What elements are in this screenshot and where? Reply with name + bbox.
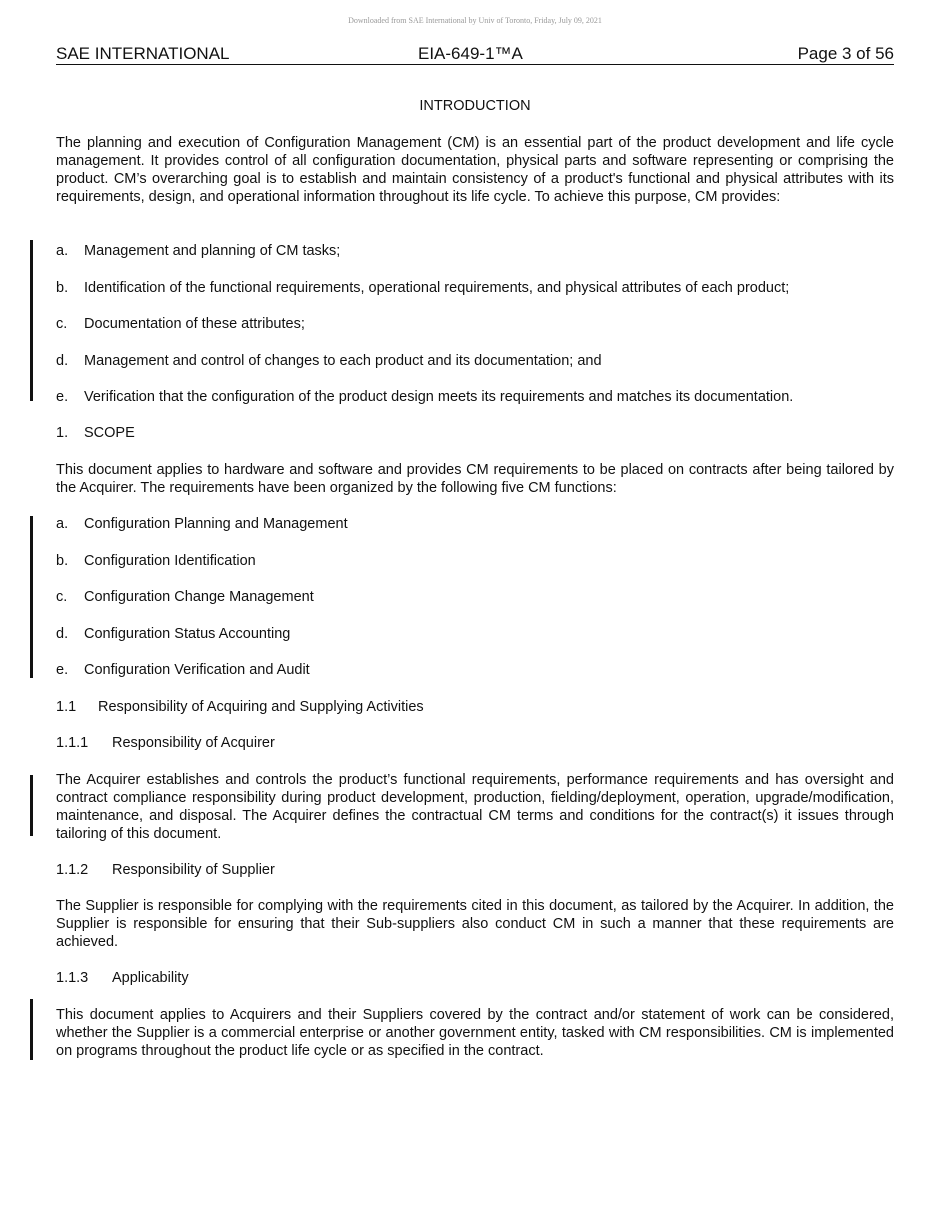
section-heading-1-1: [56, 698, 424, 716]
section-heading-text: SCOPE: [84, 425, 135, 441]
list-item-text: Configuration Status Accounting: [84, 626, 291, 642]
list-item-text: Management and planning of CM tasks;: [84, 243, 341, 259]
list-marker: c.: [56, 589, 68, 605]
acquirer-paragraph: The Acquirer establishes and controls the product’s functional requirements, performance requirements and has oversight and contract compliance responsibility during product development, production, fielding/deployment, operation, upgrade/modification, maintenance, and disposal. The Acquirer defines the contractual CM terms and conditions for the contract(s) it issues through tailoring of this document.: [56, 772, 894, 842]
list-item: [56, 552, 256, 570]
section-heading-1-1-3: [56, 969, 189, 987]
section-number: 1.: [56, 425, 69, 441]
section-heading-text: Responsibility of Supplier: [112, 862, 275, 878]
supplier-paragraph: The Supplier is responsible for complying with the requirements cited in this document, as tailored by the Acquirer. In addition, the Supplier is responsible for ensuring that their Sub-suppliers also conduct CM in such a manner that these requirements are achieved.: [56, 898, 894, 950]
list-item-text: Documentation of these attributes;: [84, 316, 305, 332]
revision-change-bar: [30, 999, 33, 1060]
list-marker: b.: [56, 280, 69, 296]
section-heading-text: Responsibility of Acquiring and Supplying Activities: [98, 699, 424, 715]
section-heading-1-1-1: [56, 734, 275, 752]
list-item-text: Configuration Change Management: [84, 589, 314, 605]
list-marker: d.: [56, 353, 69, 369]
list-item-text: Identification of the functional requirements, operational requirements, and physical attributes of each product;: [84, 280, 790, 296]
list-item-text: Management and control of changes to each product and its documentation; and: [84, 353, 602, 369]
revision-change-bar: [30, 240, 33, 401]
section-number: 1.1: [56, 699, 77, 715]
list-item-text: Configuration Planning and Management: [84, 516, 348, 532]
list-marker: e.: [56, 662, 69, 678]
applicability-paragraph: This document applies to Acquirers and their Suppliers covered by the contract and/or statement of work can be considered, whether the Supplier is a commercial enterprise or another government entity, tasked with CM responsibilities. CM is implemented on programs throughout the product life cycle or as specified in the contract.: [56, 1007, 894, 1059]
revision-change-bar: [30, 516, 33, 678]
section-heading-text: Applicability: [112, 970, 189, 986]
scope-paragraph: This document applies to hardware and software and provides CM requirements to be placed on contracts after being tailored by the Acquirer. The requirements have been organized by the following five CM functions:: [56, 462, 894, 496]
list-marker: d.: [56, 626, 69, 642]
revision-change-bar: [30, 775, 33, 836]
section-heading-text: Responsibility of Acquirer: [112, 735, 275, 751]
section-number: 1.1.1: [56, 735, 89, 751]
list-marker: a.: [56, 243, 69, 259]
list-marker: b.: [56, 553, 69, 569]
section-heading-1-1-2: [56, 861, 275, 879]
header-page-number: Page 3 of 56: [797, 44, 894, 63]
section-heading-scope: [56, 424, 135, 442]
list-item-text: Verification that the configuration of the product design meets its requirements and matches its documentation.: [84, 389, 794, 405]
list-marker: c.: [56, 316, 68, 332]
download-watermark: Downloaded from SAE International by Univ of Toronto, Friday, July 09, 2021: [348, 16, 602, 25]
list-marker: e.: [56, 389, 69, 405]
header-document-id: EIA-649-1™A: [418, 44, 523, 63]
list-item-text: Configuration Identification: [84, 553, 256, 569]
section-number: 1.1.3: [56, 970, 89, 986]
list-item: [56, 588, 314, 606]
introduction-paragraph: The planning and execution of Configuration Management (CM) is an essential part of the product development and life cycle management. It provides control of all configuration documentation, physical parts and software representing or comprising the product. CM’s overarching goal is to establish and maintain consistency of a product's functional and physical attributes with its requirements, design, and operational information throughout its life cycle. To achieve this purpose, CM provides:: [56, 135, 894, 205]
section-number: 1.1.2: [56, 862, 89, 878]
list-item-text: Configuration Verification and Audit: [84, 662, 310, 678]
list-item: [56, 515, 348, 533]
page-header: [56, 44, 894, 65]
introduction-title: INTRODUCTION: [419, 98, 531, 114]
list-item: [56, 315, 305, 333]
list-item: [56, 661, 310, 679]
header-organization: SAE INTERNATIONAL: [56, 44, 230, 63]
list-marker: a.: [56, 516, 69, 532]
list-item: [56, 279, 789, 297]
list-item: [56, 242, 340, 260]
list-item: [56, 625, 290, 643]
list-item: [56, 352, 602, 370]
list-item: [56, 388, 793, 406]
